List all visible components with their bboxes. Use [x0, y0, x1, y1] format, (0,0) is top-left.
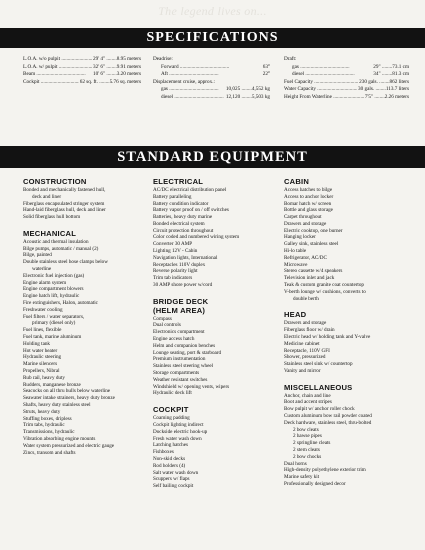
equipment-item: Custom aluminum bow rail powder coated [284, 413, 372, 420]
spec-value: 7'5" ........2.26 meters [364, 93, 409, 100]
spec-label: Beam ..... [23, 71, 92, 79]
equipment-item: Reverse polarity light [153, 268, 198, 275]
equipment-item: Battery paralleling [153, 193, 192, 200]
section-heading: MISCELLANEOUS [284, 382, 353, 392]
equipment-section [284, 384, 409, 488]
equipment-column-2 [153, 178, 277, 499]
equipment-item: Marine safety kit [284, 474, 320, 481]
draft-row [284, 64, 409, 72]
spec-value: 10,025 ........4,552 kg [225, 86, 270, 93]
equipment-item: Anchor, chain and line [284, 392, 331, 399]
standard-equipment-heading: STANDARD EQUIPMENT [0, 146, 425, 168]
capacity-row [284, 94, 409, 102]
equipment-item: Color coded and numbered wiring system [153, 234, 240, 241]
equipment-item: Stainless steel steering wheel [153, 363, 214, 370]
spec-label: Water Capacity ..... [284, 86, 357, 94]
section-subheading: (HELM AREA) [153, 305, 206, 315]
equipment-item: Trim tab indicators [153, 275, 193, 282]
equipment-item: Acoustic and thermal insulation [23, 238, 89, 245]
equipment-item: Carpet throughout [284, 214, 322, 221]
equipment-item-continued: 2 hawse pipes [293, 433, 322, 440]
equipment-item: Receptacle, 110V GFI [284, 347, 330, 354]
equipment-item: Stuffing boxes, dripless [23, 415, 72, 422]
equipment-item: Bomar hatch w/ screen [284, 200, 332, 207]
equipment-item: Receptacles 110V duplex [153, 261, 206, 268]
equipment-item: Stainless steel sink w/ countertop [284, 361, 353, 368]
equipment-item-continued: 2 springline cleats [293, 440, 331, 447]
equipment-item: Storage compartments [153, 370, 200, 377]
spec-label: Height From Waterline ..... [284, 94, 364, 102]
equipment-item: Freshwater cooling [23, 306, 63, 313]
equipment-item: Microwave [284, 261, 308, 268]
equipment-item: Transmissions, hydraulic [23, 429, 75, 436]
equipment-item: Vibration absorbing engine mounts [23, 435, 96, 442]
spec-value: 32' 6" ........9.91 meters [92, 63, 141, 70]
spec-row [23, 56, 141, 64]
equipment-section [23, 178, 148, 221]
equipment-item: 30 AMP shore power w/cord [153, 282, 213, 289]
equipment-section [284, 311, 409, 374]
equipment-item: Dual horns [284, 460, 307, 467]
equipment-item: Fuel lines, flexible [23, 327, 62, 334]
equipment-item: Cockpit lighting indirect [153, 421, 204, 428]
equipment-item: Electric head w/ holding tank and Y-valve [284, 333, 371, 340]
equipment-item: High-density polyethylene exterior trim [284, 467, 366, 474]
displacement-row [153, 86, 270, 94]
equipment-item: Drawers and storage [284, 320, 327, 327]
spec-label: Fuel Capacity ..... [284, 79, 358, 87]
equipment-item: Battery condition indicator [153, 200, 209, 207]
equipment-item: Trim tabs, hydraulic [23, 422, 65, 429]
equipment-item: Compass [153, 315, 172, 322]
spec-value: 30 gals. ........113.7 liters [358, 86, 409, 93]
section-heading: COCKPIT [153, 405, 189, 415]
equipment-item: Professionally designed decor [284, 481, 346, 487]
equipment-item: Electronic fuel injection (gas) [23, 272, 85, 279]
equipment-item: Medicine cabinet [284, 340, 320, 347]
equipment-item: Rod holders (4) [153, 462, 186, 469]
equipment-section [153, 406, 277, 490]
equipment-item: Seawater intake strainers, heavy duty bronze [23, 395, 115, 402]
equipment-item: Scuppers w/ flaps [153, 476, 190, 483]
capacity-row [284, 79, 409, 87]
equipment-item: Hot water heater [23, 347, 58, 354]
equipment-item: Fishboxes [153, 449, 174, 456]
spec-label: diesel ..... [292, 71, 372, 79]
equipment-item: V-berth lounge w/ cushions, converts to [284, 288, 366, 295]
equipment-item: Fiberglass encapsulated stringer system [23, 200, 105, 207]
equipment-item-continued: deck and liner [32, 193, 62, 200]
equipment-item: Hi-lo table [284, 248, 307, 255]
equipment-item: Access hatches to bilge [284, 186, 333, 193]
equipment-item-continued: 2 bow cleats [293, 426, 319, 433]
equipment-item-continued: 2 stern cleats [293, 447, 320, 454]
equipment-item: Teak & custom granite coat countertop [284, 282, 365, 289]
spec-row [23, 71, 141, 79]
equipment-item: Fire extinguishers, Halon, automatic [23, 299, 98, 306]
equipment-column-1 [23, 178, 148, 465]
equipment-item: Circuit protection throughout [153, 227, 214, 234]
spec-label: L.O.A. w/ pulpit ..... [23, 64, 92, 72]
deadrise-row [153, 71, 270, 79]
deadrise-row [153, 64, 270, 72]
equipment-item: Latching hatches [153, 442, 188, 449]
equipment-item: Hand-laid fiberglass hull, deck and liner [23, 207, 106, 214]
draft-label: Draft: [284, 56, 297, 62]
spec-label: Aft ..... [161, 71, 262, 79]
equipment-item: Engine access hatch [153, 336, 195, 343]
equipment-item: Deck hardware, stainless steel, thru-bolted [284, 419, 372, 426]
equipment-item: Holding tank [23, 340, 50, 347]
equipment-item: Electric cooktop, one burner [284, 227, 343, 234]
equipment-item: Fiberglass floor w/ drain [284, 327, 335, 334]
section-heading: MECHANICAL [23, 228, 77, 238]
equipment-item: Converter 30 AMP [153, 241, 193, 248]
section-heading: ELECTRICAL [153, 177, 204, 186]
equipment-item: Bonded and mechanically fastened hull, [23, 186, 106, 193]
equipment-item: Television inlet and jack [284, 275, 335, 282]
equipment-item: Hydraulic deck lift [153, 390, 192, 397]
spec-value: 10' 6" ........3.20 meters [92, 71, 141, 78]
equipment-section [284, 178, 409, 302]
section-heading: CONSTRUCTION [23, 177, 87, 186]
equipment-item: Galley sink, stainless steel [284, 241, 339, 248]
displacement-row [153, 94, 270, 102]
tagline-watermark: The legend lives on... [158, 4, 267, 18]
deadrise-label: Deadrise: [153, 56, 173, 62]
equipment-item: Weather resistant switches [153, 376, 208, 383]
equipment-item: Engine alarm system [23, 279, 67, 286]
equipment-item: Battery vapor proof on / off switches [153, 207, 229, 214]
equipment-item: Navigation lights, International [153, 254, 218, 261]
spec-label: diesel ..... [161, 94, 225, 102]
equipment-item: Drawers and storage [284, 220, 327, 227]
equipment-item: Rub rail, heavy duty [23, 374, 65, 381]
draft-row [284, 71, 409, 79]
equipment-item: Water system pressurized and electric gauge [23, 442, 115, 449]
spec-row [23, 79, 141, 87]
equipment-item: Bilge, painted [23, 252, 52, 259]
spec-label: Forward ..... [161, 64, 262, 72]
equipment-item: Bow pulpit w/ anchor roller chock [284, 406, 355, 413]
spec-value: 63° [262, 63, 270, 70]
specifications-heading: SPECIFICATIONS [0, 28, 425, 48]
equipment-item: Fresh water wash down [153, 435, 202, 442]
equipment-item: Shower, pressurized [284, 354, 326, 361]
equipment-item: Windshield w/ opening vents, wipers [153, 383, 230, 390]
spec-label: L.O.A. w/o pulpit ..... [23, 56, 92, 64]
equipment-item: Salt water wash down [153, 469, 199, 476]
equipment-item: Propellers, Nibral [23, 367, 60, 374]
equipment-item-continued: primary (diesel only) [32, 320, 76, 327]
equipment-item: Marine silencers [23, 361, 58, 368]
section-heading: HEAD [284, 310, 307, 320]
equipment-item: Rudders, manganese bronze [23, 381, 81, 388]
equipment-item: Dockside electric hook-up [153, 428, 208, 435]
equipment-section [23, 230, 148, 456]
equipment-item: Shafts, heavy duty stainless steel [23, 401, 91, 408]
equipment-item: Refrigerator, AC/DC [284, 254, 327, 261]
spec-label: gas ..... [161, 86, 225, 94]
equipment-item: Zincs, transom and shafts [23, 449, 76, 456]
spec-value: 230 gals. ........862 liters [359, 78, 409, 85]
equipment-item: Boot and accent stripes [284, 399, 332, 406]
equipment-item: Engine hatch lift, hydraulic [23, 293, 80, 300]
section-heading: BRIDGE DECK [153, 296, 209, 306]
equipment-item: Fuel tank, marine aluminum [23, 333, 82, 340]
section-heading: CABIN [284, 177, 310, 186]
equipment-item: Seacocks on all thru hulls below waterline [23, 388, 111, 395]
equipment-item: Bonded electrical system [153, 220, 205, 227]
equipment-item: Vanity and mirror [284, 367, 321, 374]
equipment-item: Double stainless steel hose clamps below [23, 259, 108, 266]
specs-column-deadrise [153, 56, 270, 102]
spec-row [23, 64, 141, 72]
equipment-item: Hydraulic steering [23, 354, 62, 361]
equipment-item: Bilge pumps, automatic / manual (2) [23, 245, 99, 252]
equipment-item: Batteries, heavy duty marine [153, 214, 213, 221]
spec-label: gas ..... [292, 64, 372, 72]
spec-value: 22° [262, 71, 270, 78]
spec-value: 29" ........73.1 cm [373, 63, 409, 70]
equipment-item: Helm and companion benches [153, 342, 216, 349]
equipment-item: Access to anchor locker [284, 193, 334, 200]
equipment-item: Premium instrumentation [153, 356, 206, 363]
equipment-item: Bottle and glass storage [284, 207, 333, 214]
spec-value: 12,120 ........5,503 kg [225, 93, 270, 100]
equipment-section [153, 298, 277, 397]
equipment-item: Coaming padding [153, 415, 190, 422]
spec-value: 62 sq. ft. ........5.76 sq. meters [79, 78, 141, 85]
equipment-item: Engine compartment blowers [23, 286, 84, 293]
equipment-item-continued: 2 bow chocks [293, 453, 322, 460]
equipment-item: Fuel filters / water separators, [23, 313, 85, 320]
equipment-item: Struts, heavy duty [23, 408, 61, 415]
spec-value: 34" ........81.3 cm [373, 71, 409, 78]
equipment-item-continued: waterline [32, 265, 52, 272]
capacity-row [284, 86, 409, 94]
equipment-item-continued: double berth [293, 295, 319, 302]
equipment-item: Lighting 12V - Cabin [153, 248, 198, 255]
equipment-item: Dual controls [153, 322, 181, 329]
spec-label: Cockpit ..... [23, 79, 79, 87]
equipment-item: Hanging locker [284, 234, 316, 241]
equipment-item: Lounge seating, port & starboard [153, 349, 222, 356]
displacement-label: Displacement cruise, approx.: [153, 78, 215, 85]
equipment-item: Solid fiberglass hull bottom [23, 214, 81, 221]
specs-column-capacity [284, 56, 409, 102]
equipment-item: Non-skid decks [153, 455, 186, 462]
equipment-item: Electronics compartment [153, 329, 205, 336]
equipment-item: AC/DC electrical distribution panel [153, 186, 227, 193]
equipment-column-3 [284, 178, 409, 497]
spec-value: 29' 4" ........8.95 meters [92, 56, 141, 62]
equipment-section [153, 178, 277, 289]
equipment-item: Self bailing cockpit [153, 483, 194, 490]
equipment-item: Stereo cassette w/4 speakers [284, 268, 343, 275]
specs-column-dimensions [23, 56, 141, 86]
